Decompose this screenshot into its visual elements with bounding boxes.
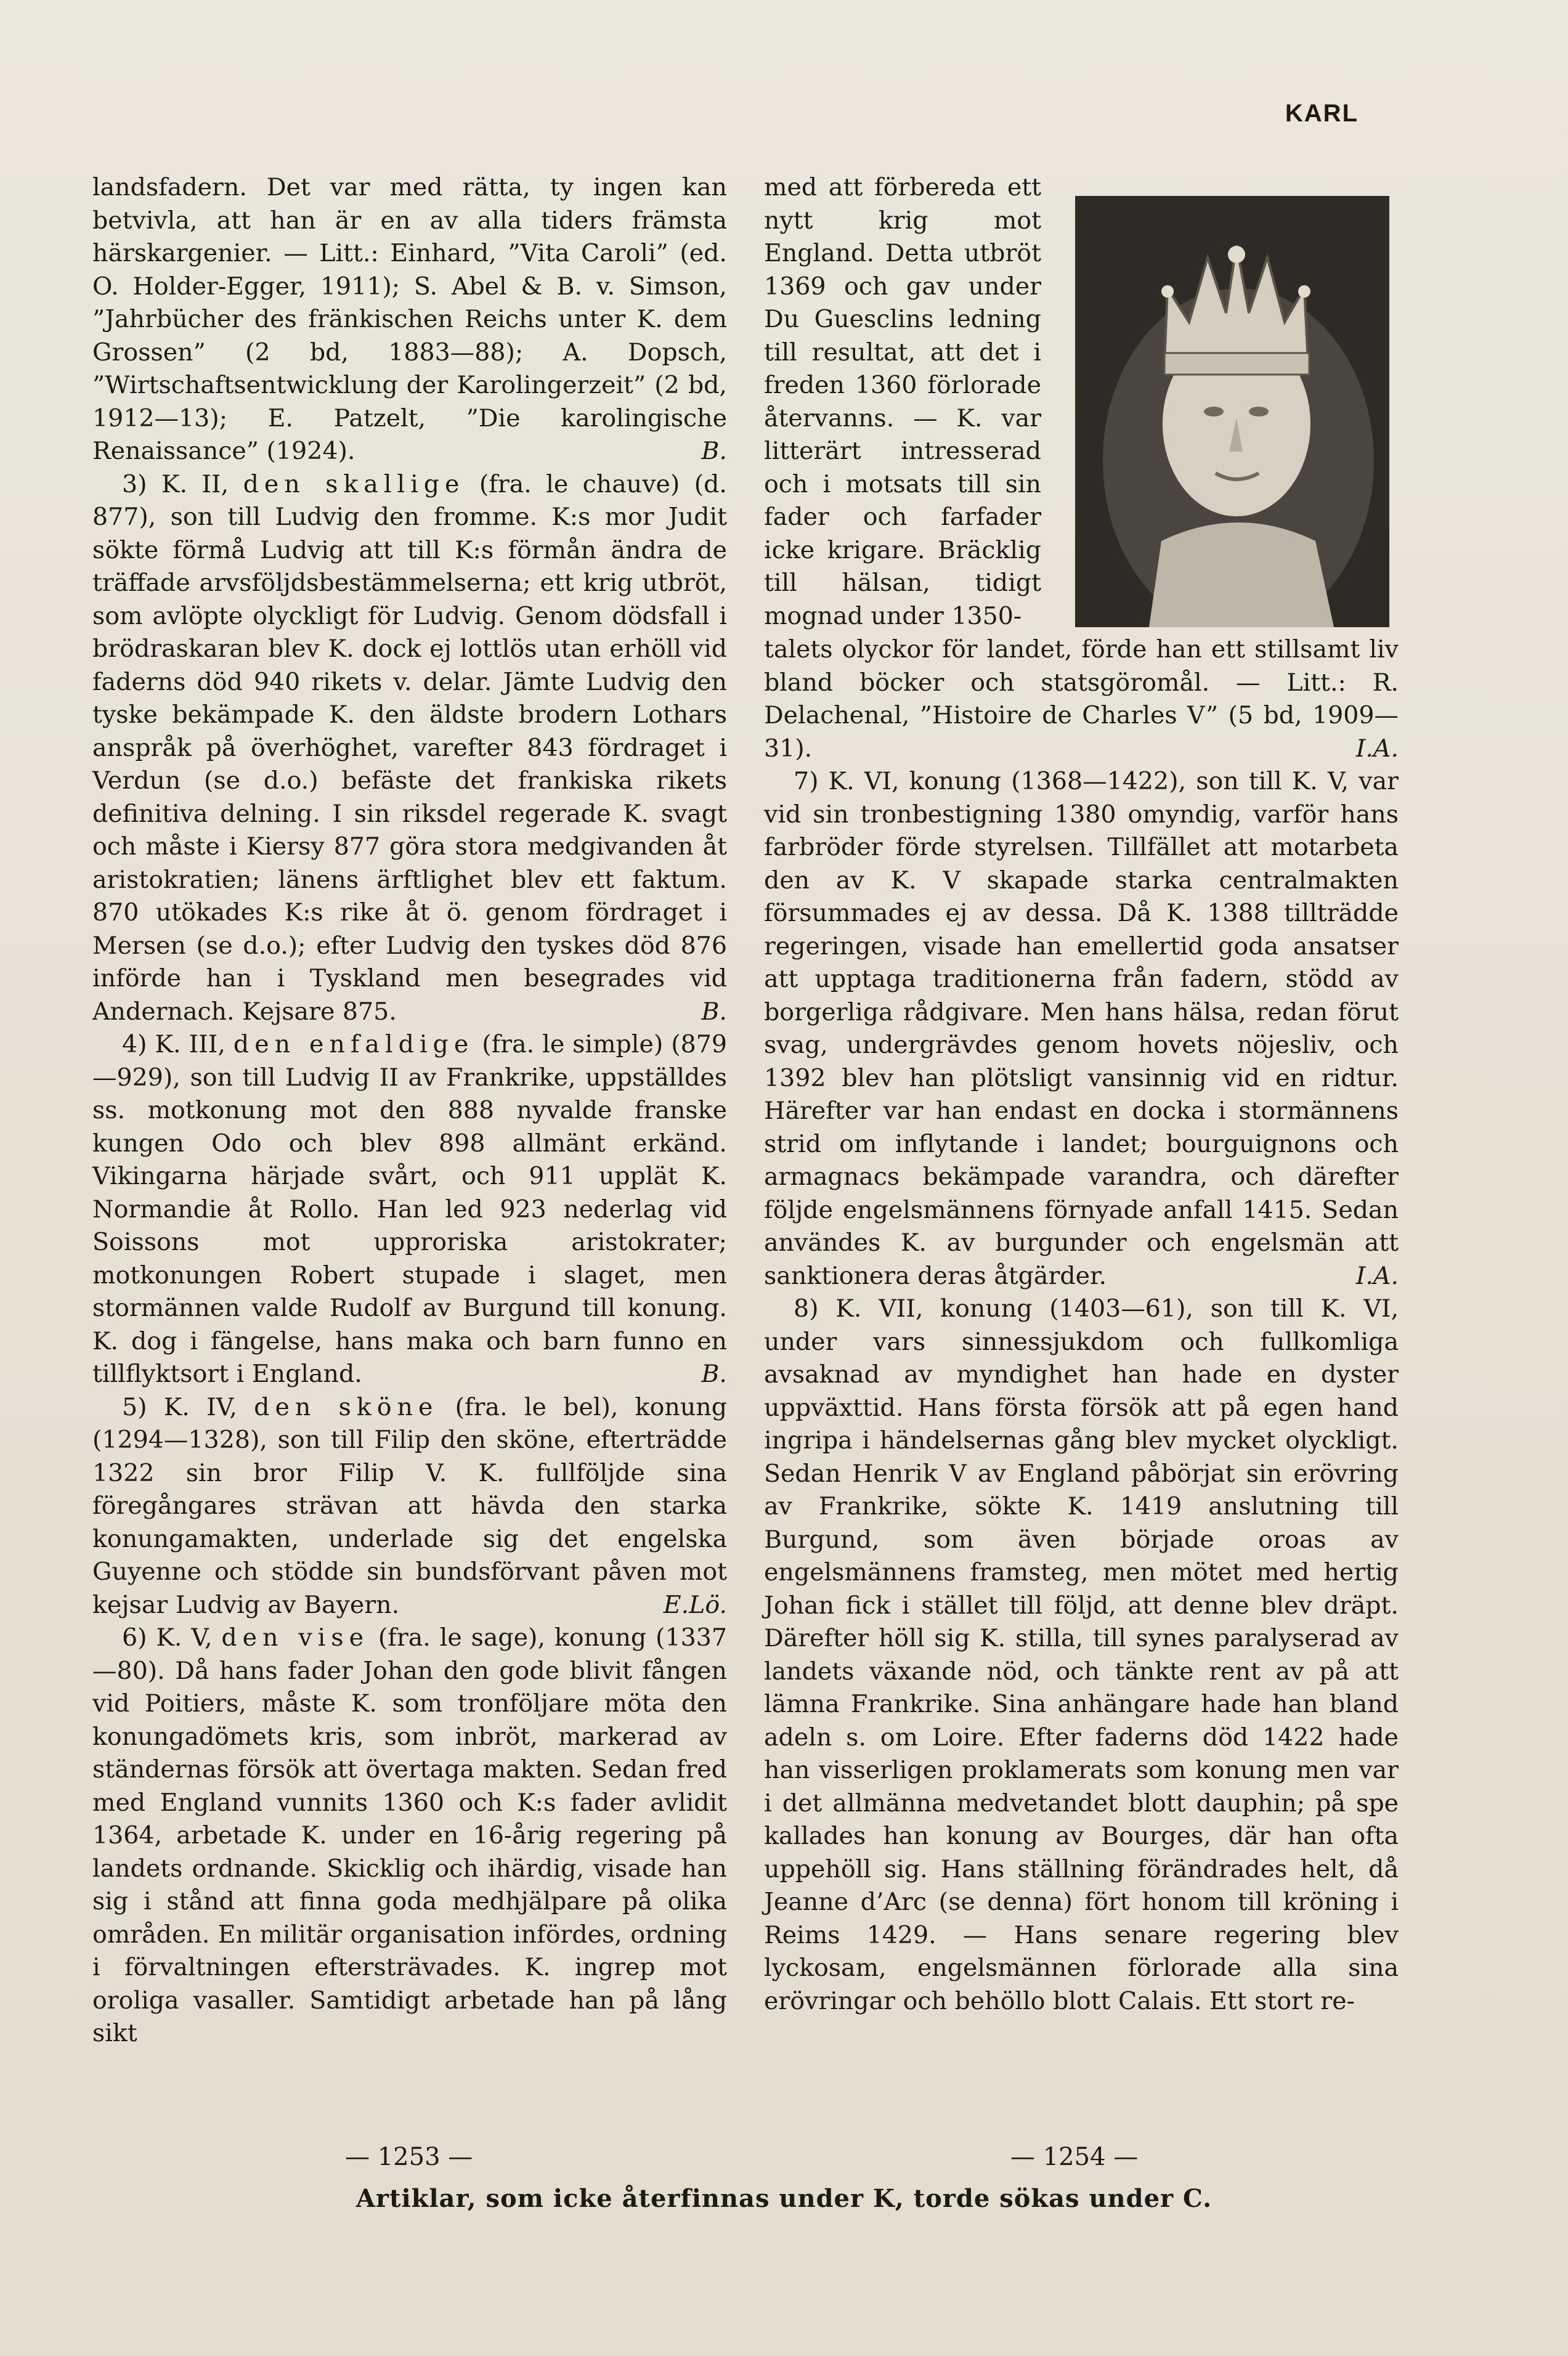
entry-karl-v xyxy=(92,1622,727,2050)
entry-karl-vi xyxy=(764,765,1399,1293)
author-signature: B. xyxy=(701,437,727,465)
author-signature: E.Lö. xyxy=(663,1590,727,1619)
entry-number: 4) K. III, xyxy=(122,1030,225,1058)
entry-epithet: den enfaldige xyxy=(233,1030,474,1058)
author-signature: I.A. xyxy=(1355,1261,1399,1290)
right-column xyxy=(764,633,1399,2018)
paragraph-continued: med att förbereda ett nytt krig mot England. Detta utbröt 1369 och gav under Du Guesclins ledning till resultat, att det i freden 1360 förlorade återvanns. — K. var litterärt intresserad och i motsats till sin fader och farfader icke krigare. Bräcklig till hälsan, tidigt mognad under 1350- xyxy=(764,173,1041,630)
entry-epithet: den vise xyxy=(221,1623,369,1652)
entry-karl-iii xyxy=(92,1028,727,1391)
entry-text: 8) K. VII, konung (1403—61), son till K. VI, under vars sinnessjukdom och fullkomliga avsaknad av myndighet han hade en dyster uppväxttid. Hans första försök att på egen hand ingripa i händelsernas gång blev mycket olyckligt. Sedan Henrik V av England påbörjat sin erövring av Frankrike, sökte K. 1419 anslutning till Burgund, som även började oroas av engelsmännens framsteg, men mötet med hertig Johan fick i stället till följd, att denne blev dräpt. Därefter höll sig K. stilla, till synes paralyserad av landets växande nöd, och tänkte rent av på att lämna Frankrike. Sina anhängare hade han bland adeln s. om Loire. Efter faderns död 1422 hade han visserligen proklamerats som konung men var i det allmänna medvetandet blott dauphin; på spe kallades han konung av Bourges, där han ofta uppehöll sig. Hans ställning förändrades helt, då Jeanne d’Arc (se denna) fört honom till kröning i Reims 1429. — Hans senare regering blev lyckosam, engelsmännen förlorade alla sina erövringar och behöllo blott Calais. Ett stort re- xyxy=(764,1294,1399,2015)
author-signature: I.A. xyxy=(1355,734,1399,763)
entry-number: 5) K. IV, xyxy=(122,1392,237,1421)
paragraph-continued xyxy=(92,171,727,468)
paragraph-text: talets olyckor för landet, förde han ett stillsamt liv bland böcker och statsgöromål. — Litt.: R. Delachenal, ”Histoire de Charles V” (5 bd, 1909—31). xyxy=(764,635,1399,763)
entry-epithet: den skallige xyxy=(243,469,465,498)
right-column-top-text xyxy=(764,171,1041,633)
entry-text: 7) K. VI, konung (1368—1422), son till K. V, var vid sin tronbestigning 1380 omyndig, varför hans farbröder förde styrelsen. Tillfället att motarbeta den av K. V skapade starka centralmakten försummades ej av dessa. Då K. 1388 tillträdde regeringen, visade han emellertid goda ansatser att upptaga traditionerna från fadern, stödd av borgerliga rådgivare. Men hans hälsa, redan förut svag, undergrävdes genom hovets nöjesliv, och 1392 blev han plötsligt vansinnig vid en ridtur. Härefter var han endast en docka i stormännens strid om inflytande i landet; bourguignons och armagnacs bekämpade varandra, och därefter följde engelsmännens förnyade anfall 1415. Sedan användes K. av burgunder och engelsmän att sanktionera deras åtgärder. xyxy=(764,767,1399,1290)
entry-text: (fra. le simple) (879—929), son till Ludvig II av Frankrike, uppställdes ss. motkonung mot den 888 nyvalde franske kungen Odo och blev 898 allmänt erkänd. Vikingarna härjade svårt, och 911 upplät K. Normandie åt Rollo. Han led 923 nederlag vid Soissons mot upproriska aristokrater; motkonungen Robert stupade i slaget, men stormännen valde Rudolf av Burgund till konung. K. dog i fängelse, hans maka och barn funno en tillflyktsort i England. xyxy=(92,1030,728,1388)
entry-number: 3) K. II, xyxy=(122,469,229,498)
footer-note: Artiklar, som icke återfinnas under K, torde sökas under C. xyxy=(355,2184,1213,2213)
page-header-title: KARL xyxy=(1285,100,1359,127)
entry-text: (fra. le chauve) (d. 877), son till Ludvig den fromme. K:s mor Judit sökte förmå Ludvig att till K:s förmån ändra de träffade arvsföljdsbestämmelserna; ett krig utbröt, som avlöpte olyckligt för Ludvig. Genom dödsfall i brödraskaran blev K. dock ej lottlös utan erhöll vid faderns död 940 rikets v. delar. Jämte Ludvig den tyske bekämpade K. den äldste brodern Lothars anspråk på överhöghet, varefter 843 fördraget i Verdun (se d.o.) befäste det frankiska rikets definitiva delning. I sin riksdel regerade K. svagt och måste i Kiersy 877 göra stora medgivanden åt aristokratien; länens ärftlighet blev ett faktum. 870 utökades K:s rike åt ö. genom fördraget i Mersen (se d.o.); efter Ludvig den tyskes död 876 införde han i Tyskland men besegrades vid Andernach. Kejsare 875. xyxy=(92,469,727,1026)
entry-epithet: den sköne xyxy=(254,1392,439,1421)
entry-karl-vii xyxy=(764,1293,1399,2018)
portrait-image xyxy=(1075,196,1389,627)
left-column xyxy=(92,171,727,2050)
entry-karl-ii xyxy=(92,468,727,1029)
author-signature: B. xyxy=(701,997,727,1026)
entry-text: (fra. le sage), konung (1337—80). Då hans fader Johan den gode blivit fången vid Poitiers, måste K. som tronföljare möta den konungadömets kris, som inbröt, markerad av ständernas försök att övertaga makten. Sedan fred med England vunnits 1360 och K:s fader avlidit 1364, arbetade K. under en 16-årig regering på landets ordnande. Skicklig och ihärdig, visade han sig i stånd att finna goda medhjälpare på olika områden. En militär organisation infördes, ordning i förvaltningen eftersträvades. K. ingrep mot oroliga vasaller. Samtidigt arbetade han på lång sikt xyxy=(92,1623,727,2047)
right-page-number: — 1254 — xyxy=(1010,2143,1139,2171)
entry-karl-iv xyxy=(92,1391,727,1622)
left-page-number: — 1253 — xyxy=(345,2143,473,2171)
entry-number: 6) K. V, xyxy=(122,1623,213,1652)
paragraph-text: landsfadern. Det var med rätta, ty ingen kan betvivla, att han är en av alla tiders främsta härskargenier. — Litt.: Einhard, ”Vita Caroli” (ed. O. Holder-Egger, 1911); S. Abel & B. v. Simson, ”Jahrbücher des fränkischen Reichs unter K. dem Grossen” (2 bd, 1883—88); A. Dopsch, ”Wirtschaftsentwicklung der Karolingerzeit” (2 bd, 1912—13); E. Patzelt, ”Die karolingische Renaissance” (1924). xyxy=(92,173,727,465)
crowned-bust-illustration xyxy=(1075,196,1389,627)
author-signature: B. xyxy=(701,1360,727,1388)
paragraph-continued xyxy=(764,633,1399,765)
entry-text: (fra. le bel), konung (1294—1328), son till Filip den sköne, efterträdde 1322 sin bror Filip V. K. fullföljde sina föregångares strävan att hävda den starka konungamakten, underlade sig det engelska Guyenne och stödde sin bundsförvant påven mot kejsar Ludvig av Bayern. xyxy=(92,1392,727,1619)
